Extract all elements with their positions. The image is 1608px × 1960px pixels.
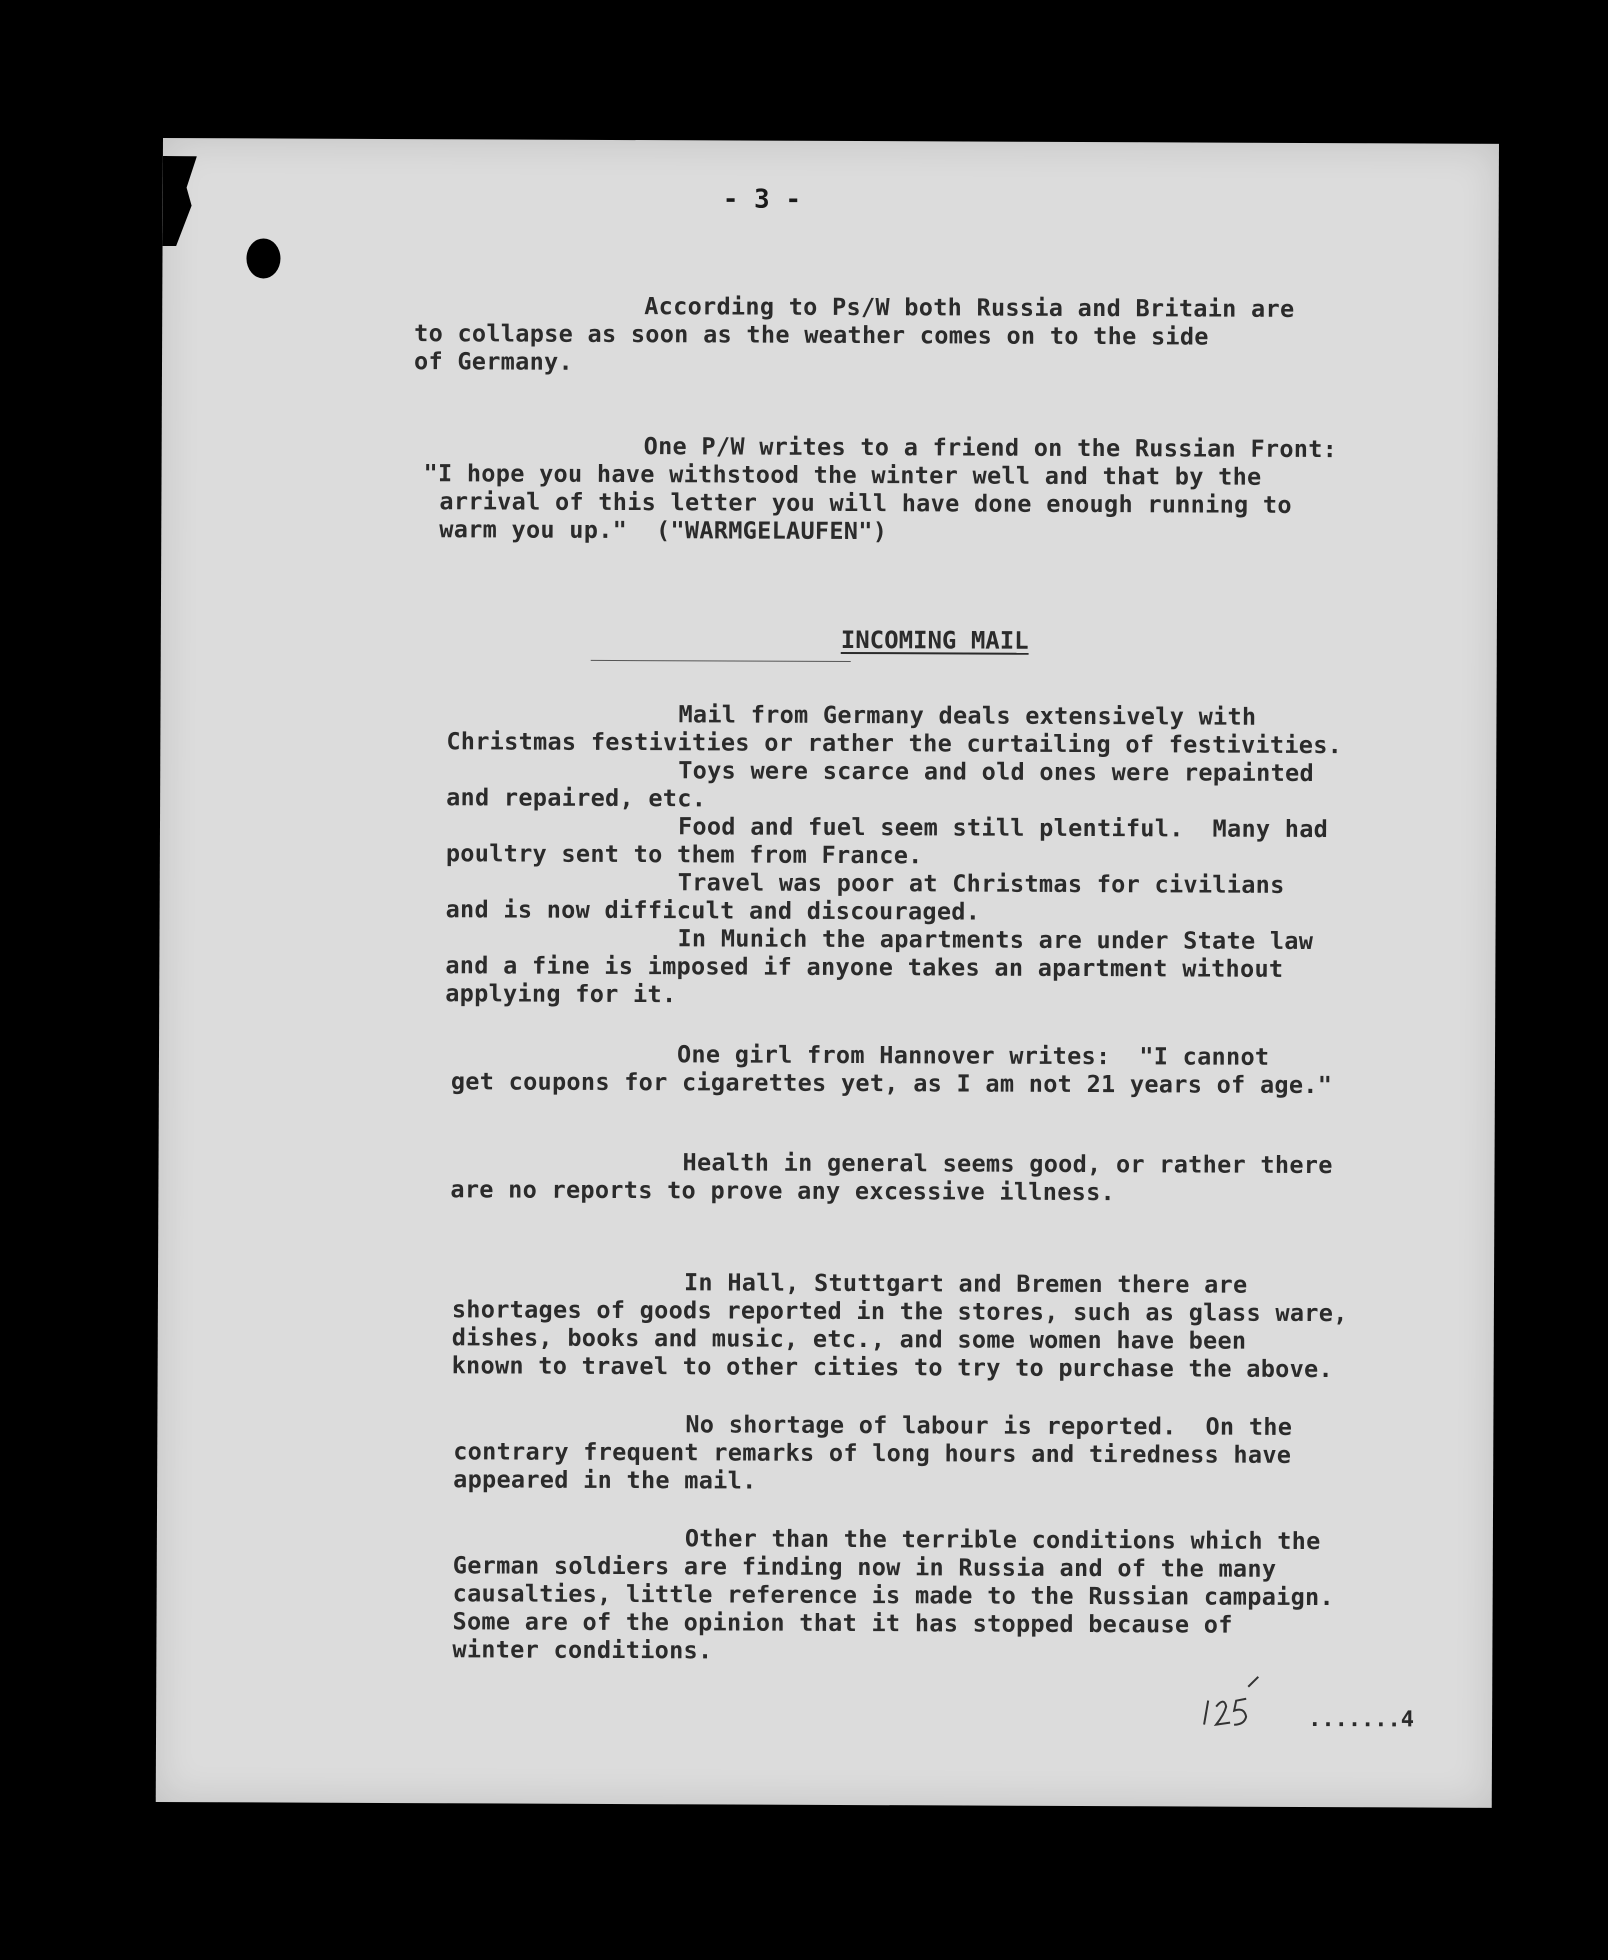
- continuation-marker: .......4: [1308, 1707, 1415, 1733]
- text-line: Some are of the opinion that it has stopped because of: [452, 1607, 1233, 1639]
- text-line: are no reports to prove any excessive illness.: [450, 1175, 1116, 1207]
- text-line: "I hope you have withstood the winter well and that by the: [423, 459, 1262, 491]
- text-line: contrary frequent remarks of long hours and tiredness have: [453, 1437, 1292, 1469]
- text-line: and a fine is imposed if anyone takes an apartment without: [445, 951, 1284, 983]
- text-line: shortages of goods reported in the stores, such as glass ware,: [451, 1295, 1348, 1328]
- text-line: In Hall, Stuttgart and Bremen there are: [683, 1268, 1248, 1299]
- section-heading: INCOMING MAIL: [840, 625, 1029, 655]
- text-line: known to travel to other cities to try to purchase the above.: [451, 1351, 1334, 1384]
- text-line: winter conditions.: [452, 1635, 713, 1665]
- text-line: No shortage of labour is reported. On the: [685, 1410, 1293, 1441]
- torn-corner: [163, 156, 197, 246]
- page-number: - 3 -: [722, 184, 802, 215]
- text-line: Toys were scarce and old ones were repainted: [678, 756, 1315, 788]
- text-line: poultry sent to them from France.: [445, 839, 923, 870]
- text-line: of Germany.: [413, 347, 574, 376]
- document-page: [156, 138, 1499, 1808]
- text-line: and is now difficult and discouraged.: [445, 895, 981, 926]
- text-line: Other than the terrible conditions which the: [684, 1524, 1321, 1556]
- text-line: In Munich the apartments are under State law: [677, 924, 1314, 956]
- heading-rule: [591, 660, 851, 662]
- text-line: One girl from Hannover writes: "I cannot: [676, 1040, 1270, 1071]
- text-line: warm you up." ("WARMGELAUFEN"): [439, 515, 888, 546]
- handwritten-folio-number: [1196, 1667, 1266, 1737]
- text-line: Food and fuel seem still plentiful. Many had: [677, 812, 1329, 844]
- text-line: Mail from Germany deals extensively with: [678, 700, 1257, 731]
- punch-hole: [246, 238, 280, 278]
- text-line: to collapse as soon as the weather comes on to the side: [414, 319, 1209, 351]
- text-line: dishes, books and music, etc., and some women have been: [451, 1323, 1247, 1355]
- text-line: appeared in the mail.: [453, 1465, 757, 1495]
- text-line: Christmas festivities or rather the curtailing of festivities.: [446, 727, 1343, 760]
- text-line: German soldiers are finding now in Russia and of the many: [452, 1551, 1277, 1583]
- paragraph-1: [163, 138, 1499, 376]
- text-line: Travel was poor at Christmas for civilians: [677, 868, 1285, 899]
- text-line: According to Ps/W both Russia and Britain are: [644, 292, 1295, 323]
- text-line: and repaired, etc.: [446, 783, 707, 813]
- text-line: get coupons for cigarettes yet, as I am not 21 years of age.": [450, 1067, 1333, 1100]
- text-line: arrival of this letter you will have done enough running to: [439, 487, 1292, 519]
- text-line: Health in general seems good, or rather there: [682, 1148, 1333, 1180]
- text-line: One P/W writes to a friend on the Russian Front:: [643, 432, 1338, 464]
- text-line: applying for it.: [445, 979, 677, 1009]
- text-line: causalties, little reference is made to the Russian campaign.: [452, 1579, 1335, 1612]
